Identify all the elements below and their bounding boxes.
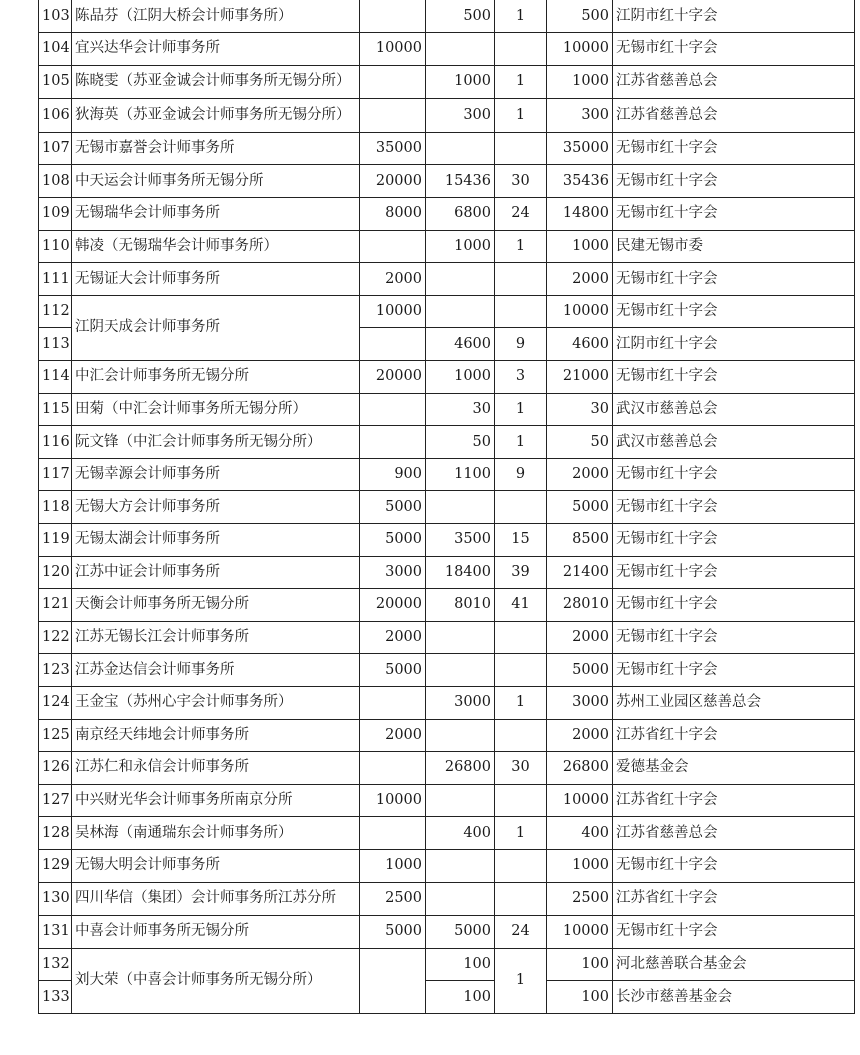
amount-total: 10000 xyxy=(547,784,613,817)
row-index: 133 xyxy=(39,981,72,1014)
amount-personal: 5000 xyxy=(426,916,495,949)
table-row xyxy=(39,849,855,882)
donor-count: 1 xyxy=(495,817,547,850)
amount-unit: 2000 xyxy=(360,263,426,296)
row-index: 104 xyxy=(39,33,72,66)
table-row xyxy=(39,198,855,231)
amount-total: 21400 xyxy=(547,556,613,589)
amount-personal xyxy=(426,295,495,328)
amount-total: 1000 xyxy=(547,849,613,882)
recipient-org: 江阴市红十字会 xyxy=(613,328,855,361)
amount-total: 5000 xyxy=(547,491,613,524)
donor-count: 41 xyxy=(495,589,547,622)
recipient-org: 无锡市红十字会 xyxy=(613,295,855,328)
donor-name: 无锡大明会计师事务所 xyxy=(72,849,360,882)
table-row xyxy=(39,295,855,328)
amount-total: 26800 xyxy=(547,752,613,785)
donor-count xyxy=(495,849,547,882)
amount-unit: 2000 xyxy=(360,719,426,752)
amount-personal xyxy=(426,491,495,524)
row-index: 131 xyxy=(39,916,72,949)
donor-name: 无锡证大会计师事务所 xyxy=(72,263,360,296)
row-index: 132 xyxy=(39,948,72,981)
donor-count: 30 xyxy=(495,165,547,198)
amount-unit: 5000 xyxy=(360,916,426,949)
amount-personal: 1000 xyxy=(426,361,495,394)
table-row xyxy=(39,882,855,916)
amount-personal: 400 xyxy=(426,817,495,850)
amount-total: 8500 xyxy=(547,524,613,557)
amount-unit xyxy=(360,230,426,263)
amount-unit: 20000 xyxy=(360,361,426,394)
donation-table xyxy=(38,0,855,1014)
row-index: 112 xyxy=(39,295,72,328)
amount-personal: 4600 xyxy=(426,328,495,361)
row-index: 107 xyxy=(39,132,72,165)
donor-name: 江苏无锡长江会计师事务所 xyxy=(72,621,360,654)
amount-personal xyxy=(426,654,495,687)
recipient-org: 无锡市红十字会 xyxy=(613,263,855,296)
donor-name: 田菊（中汇会计师事务所无锡分所） xyxy=(72,393,360,426)
recipient-org: 江苏省红十字会 xyxy=(613,784,855,817)
recipient-org: 武汉市慈善总会 xyxy=(613,393,855,426)
amount-personal xyxy=(426,263,495,296)
amount-total: 2500 xyxy=(547,882,613,916)
donor-count: 24 xyxy=(495,916,547,949)
table-row xyxy=(39,621,855,654)
donor-name: 无锡市嘉誉会计师事务所 xyxy=(72,132,360,165)
donor-name: 刘大荣（中喜会计师事务所无锡分所） xyxy=(72,948,360,1013)
row-index: 118 xyxy=(39,491,72,524)
amount-personal: 100 xyxy=(426,948,495,981)
donor-name: 宜兴达华会计师事务所 xyxy=(72,33,360,66)
donor-name: 南京经天纬地会计师事务所 xyxy=(72,719,360,752)
donor-count: 1 xyxy=(495,393,547,426)
amount-personal: 26800 xyxy=(426,752,495,785)
table-row xyxy=(39,165,855,198)
row-index: 113 xyxy=(39,328,72,361)
row-index: 126 xyxy=(39,752,72,785)
donor-count xyxy=(495,784,547,817)
donor-count: 1 xyxy=(495,686,547,719)
recipient-org: 江苏省慈善总会 xyxy=(613,817,855,850)
donor-count: 30 xyxy=(495,752,547,785)
table-row xyxy=(39,686,855,719)
amount-unit xyxy=(360,426,426,459)
amount-personal: 1000 xyxy=(426,230,495,263)
amount-total: 35436 xyxy=(547,165,613,198)
donor-count: 3 xyxy=(495,361,547,394)
row-index: 110 xyxy=(39,230,72,263)
row-index: 111 xyxy=(39,263,72,296)
amount-total: 2000 xyxy=(547,621,613,654)
donor-name: 江苏金达信会计师事务所 xyxy=(72,654,360,687)
recipient-org: 武汉市慈善总会 xyxy=(613,426,855,459)
table-row xyxy=(39,361,855,394)
amount-personal: 300 xyxy=(426,99,495,133)
donor-count xyxy=(495,33,547,66)
recipient-org: 无锡市红十字会 xyxy=(613,589,855,622)
amount-unit: 2000 xyxy=(360,621,426,654)
amount-total: 1000 xyxy=(547,230,613,263)
amount-unit xyxy=(360,328,426,361)
amount-total: 2000 xyxy=(547,458,613,491)
table-row xyxy=(39,654,855,687)
amount-personal xyxy=(426,882,495,916)
table-row xyxy=(39,99,855,133)
donor-count: 1 xyxy=(495,230,547,263)
amount-total: 300 xyxy=(547,99,613,133)
recipient-org: 江苏省慈善总会 xyxy=(613,65,855,99)
amount-total: 500 xyxy=(547,0,613,33)
table-row xyxy=(39,916,855,949)
row-index: 103 xyxy=(39,0,72,33)
donor-name: 江苏中证会计师事务所 xyxy=(72,556,360,589)
table-row xyxy=(39,458,855,491)
recipient-org: 江苏省红十字会 xyxy=(613,719,855,752)
amount-unit: 10000 xyxy=(360,295,426,328)
donor-name: 阮文锋（中汇会计师事务所无锡分所） xyxy=(72,426,360,459)
table-row xyxy=(39,426,855,459)
donor-count: 39 xyxy=(495,556,547,589)
amount-total: 100 xyxy=(547,948,613,981)
donor-name: 陈品芬（江阴大桥会计师事务所） xyxy=(72,0,360,33)
donor-name: 中天运会计师事务所无锡分所 xyxy=(72,165,360,198)
donor-name: 陈晓雯（苏亚金诚会计师事务所无锡分所） xyxy=(72,65,360,99)
table-row xyxy=(39,589,855,622)
donor-name: 无锡大方会计师事务所 xyxy=(72,491,360,524)
donor-count xyxy=(495,621,547,654)
amount-personal: 500 xyxy=(426,0,495,33)
donor-name: 中兴财光华会计师事务所南京分所 xyxy=(72,784,360,817)
donor-name: 天衡会计师事务所无锡分所 xyxy=(72,589,360,622)
amount-personal xyxy=(426,621,495,654)
row-index: 114 xyxy=(39,361,72,394)
donor-count xyxy=(495,263,547,296)
donor-name: 江苏仁和永信会计师事务所 xyxy=(72,752,360,785)
recipient-org: 无锡市红十字会 xyxy=(613,198,855,231)
amount-personal xyxy=(426,132,495,165)
table-row xyxy=(39,33,855,66)
amount-total: 30 xyxy=(547,393,613,426)
amount-personal xyxy=(426,719,495,752)
amount-personal: 18400 xyxy=(426,556,495,589)
amount-personal: 6800 xyxy=(426,198,495,231)
amount-total: 10000 xyxy=(547,33,613,66)
amount-personal: 50 xyxy=(426,426,495,459)
donor-count: 9 xyxy=(495,458,547,491)
amount-unit: 5000 xyxy=(360,654,426,687)
recipient-org: 江阴市红十字会 xyxy=(613,0,855,33)
row-index: 122 xyxy=(39,621,72,654)
row-index: 121 xyxy=(39,589,72,622)
recipient-org: 无锡市红十字会 xyxy=(613,524,855,557)
recipient-org: 无锡市红十字会 xyxy=(613,132,855,165)
amount-personal: 30 xyxy=(426,393,495,426)
donor-count xyxy=(495,719,547,752)
row-index: 130 xyxy=(39,882,72,916)
row-index: 128 xyxy=(39,817,72,850)
amount-personal: 1100 xyxy=(426,458,495,491)
donor-count: 15 xyxy=(495,524,547,557)
table-row xyxy=(39,784,855,817)
table-row xyxy=(39,556,855,589)
donor-name: 王金宝（苏州心宇会计师事务所） xyxy=(72,686,360,719)
row-index: 124 xyxy=(39,686,72,719)
recipient-org: 河北慈善联合基金会 xyxy=(613,948,855,981)
row-index: 129 xyxy=(39,849,72,882)
donor-count: 1 xyxy=(495,65,547,99)
amount-unit xyxy=(360,65,426,99)
amount-personal xyxy=(426,849,495,882)
amount-unit: 5000 xyxy=(360,491,426,524)
donor-name: 四川华信（集团）会计师事务所江苏分所 xyxy=(72,882,360,916)
table-row xyxy=(39,393,855,426)
amount-unit: 1000 xyxy=(360,849,426,882)
donor-count: 1 xyxy=(495,948,547,1013)
table-row xyxy=(39,491,855,524)
donor-name: 狄海英（苏亚金诚会计师事务所无锡分所） xyxy=(72,99,360,133)
amount-total: 21000 xyxy=(547,361,613,394)
amount-unit: 900 xyxy=(360,458,426,491)
amount-unit: 20000 xyxy=(360,589,426,622)
donor-count: 24 xyxy=(495,198,547,231)
amount-total: 2000 xyxy=(547,263,613,296)
recipient-org: 无锡市红十字会 xyxy=(613,556,855,589)
row-index: 119 xyxy=(39,524,72,557)
row-index: 108 xyxy=(39,165,72,198)
amount-unit: 3000 xyxy=(360,556,426,589)
amount-unit xyxy=(360,0,426,33)
amount-personal: 100 xyxy=(426,981,495,1014)
row-index: 116 xyxy=(39,426,72,459)
amount-unit: 2500 xyxy=(360,882,426,916)
recipient-org: 江苏省慈善总会 xyxy=(613,99,855,133)
amount-unit xyxy=(360,948,426,1013)
table-row xyxy=(39,719,855,752)
table-row xyxy=(39,524,855,557)
row-index: 115 xyxy=(39,393,72,426)
donor-count xyxy=(495,132,547,165)
amount-total: 10000 xyxy=(547,295,613,328)
recipient-org: 无锡市红十字会 xyxy=(613,458,855,491)
recipient-org: 无锡市红十字会 xyxy=(613,361,855,394)
amount-unit: 10000 xyxy=(360,784,426,817)
amount-unit xyxy=(360,752,426,785)
amount-personal: 1000 xyxy=(426,65,495,99)
amount-personal: 3000 xyxy=(426,686,495,719)
amount-total: 28010 xyxy=(547,589,613,622)
amount-personal xyxy=(426,784,495,817)
amount-unit: 35000 xyxy=(360,132,426,165)
recipient-org: 无锡市红十字会 xyxy=(613,165,855,198)
donor-count: 1 xyxy=(495,0,547,33)
table-row xyxy=(39,948,855,981)
table-row xyxy=(39,817,855,850)
amount-personal xyxy=(426,33,495,66)
donor-count: 1 xyxy=(495,99,547,133)
table-row xyxy=(39,0,855,33)
amount-unit: 20000 xyxy=(360,165,426,198)
amount-personal: 15436 xyxy=(426,165,495,198)
amount-total: 35000 xyxy=(547,132,613,165)
amount-total: 14800 xyxy=(547,198,613,231)
donor-count: 9 xyxy=(495,328,547,361)
amount-total: 50 xyxy=(547,426,613,459)
table-row xyxy=(39,230,855,263)
donor-name: 无锡瑞华会计师事务所 xyxy=(72,198,360,231)
donor-name: 中汇会计师事务所无锡分所 xyxy=(72,361,360,394)
amount-total: 2000 xyxy=(547,719,613,752)
donor-name: 江阴天成会计师事务所 xyxy=(72,295,360,360)
donor-count xyxy=(495,295,547,328)
amount-unit xyxy=(360,393,426,426)
table-row xyxy=(39,263,855,296)
row-index: 123 xyxy=(39,654,72,687)
amount-unit: 10000 xyxy=(360,33,426,66)
amount-unit: 5000 xyxy=(360,524,426,557)
donor-name: 无锡太湖会计师事务所 xyxy=(72,524,360,557)
amount-unit xyxy=(360,817,426,850)
row-index: 106 xyxy=(39,99,72,133)
table-row xyxy=(39,132,855,165)
amount-unit: 8000 xyxy=(360,198,426,231)
recipient-org: 无锡市红十字会 xyxy=(613,491,855,524)
amount-total: 400 xyxy=(547,817,613,850)
donor-count xyxy=(495,654,547,687)
recipient-org: 长沙市慈善基金会 xyxy=(613,981,855,1014)
donor-count xyxy=(495,882,547,916)
recipient-org: 爱德基金会 xyxy=(613,752,855,785)
table-row xyxy=(39,65,855,99)
row-index: 117 xyxy=(39,458,72,491)
amount-unit xyxy=(360,99,426,133)
row-index: 125 xyxy=(39,719,72,752)
amount-total: 1000 xyxy=(547,65,613,99)
recipient-org: 无锡市红十字会 xyxy=(613,33,855,66)
amount-total: 4600 xyxy=(547,328,613,361)
donor-count xyxy=(495,491,547,524)
amount-total: 10000 xyxy=(547,916,613,949)
amount-total: 3000 xyxy=(547,686,613,719)
donation-table-sheet xyxy=(38,0,854,1014)
recipient-org: 无锡市红十字会 xyxy=(613,654,855,687)
amount-total: 100 xyxy=(547,981,613,1014)
recipient-org: 江苏省红十字会 xyxy=(613,882,855,916)
recipient-org: 无锡市红十字会 xyxy=(613,849,855,882)
donor-count: 1 xyxy=(495,426,547,459)
amount-unit xyxy=(360,686,426,719)
row-index: 127 xyxy=(39,784,72,817)
donor-name: 吴林海（南通瑞东会计师事务所） xyxy=(72,817,360,850)
amount-personal: 3500 xyxy=(426,524,495,557)
donor-name: 韩凌（无锡瑞华会计师事务所） xyxy=(72,230,360,263)
recipient-org: 苏州工业园区慈善总会 xyxy=(613,686,855,719)
row-index: 120 xyxy=(39,556,72,589)
recipient-org: 无锡市红十字会 xyxy=(613,621,855,654)
recipient-org: 民建无锡市委 xyxy=(613,230,855,263)
recipient-org: 无锡市红十字会 xyxy=(613,916,855,949)
table-row xyxy=(39,752,855,785)
donor-name: 无锡幸源会计师事务所 xyxy=(72,458,360,491)
amount-total: 5000 xyxy=(547,654,613,687)
amount-personal: 8010 xyxy=(426,589,495,622)
donor-name: 中喜会计师事务所无锡分所 xyxy=(72,916,360,949)
row-index: 109 xyxy=(39,198,72,231)
row-index: 105 xyxy=(39,65,72,99)
